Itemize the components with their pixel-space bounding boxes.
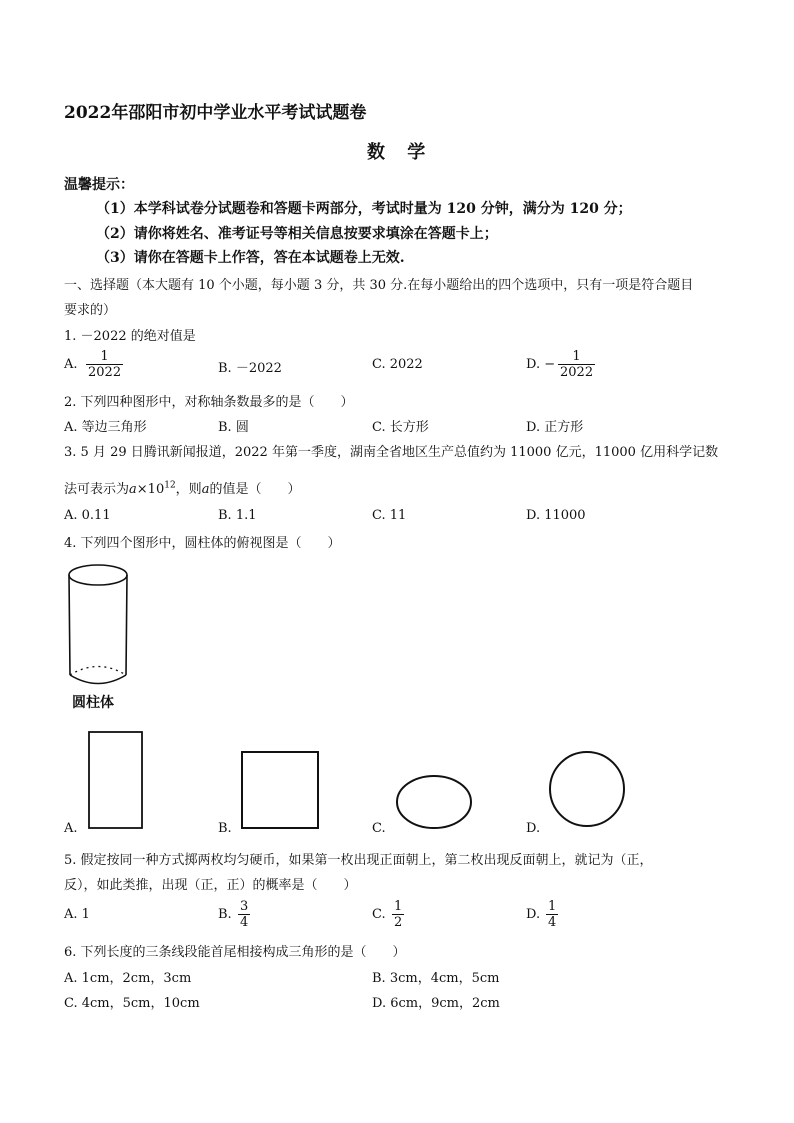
q3-option-b: B. 1.1 [218, 508, 257, 523]
q3-times-ten: ×10 [136, 482, 165, 497]
q5-option-b-fraction [238, 899, 250, 930]
q4-option-a-rectangle [88, 731, 144, 831]
subject-title: 数 学 [367, 142, 434, 163]
q6-option-b: B. 3cm，4cm，5cm [372, 971, 500, 986]
section-instructions-line2: 要求的） [64, 303, 117, 318]
q5-option-c-label: C. [372, 907, 386, 922]
question-3-line2 [64, 478, 300, 497]
q1-option-a-fraction [86, 349, 123, 380]
tip-item-1: （1）本学科试卷分试题卷和答题卡两部分，考试时量为 120 分钟，满分为 120 分； [96, 201, 632, 217]
q5-option-d-fraction [546, 899, 558, 930]
q1-a-numerator: 1 [100, 349, 109, 364]
q3-line2-prefix: 法可表示为 [64, 482, 130, 497]
question-1-stem: 1. －2022 的绝对值是 [64, 329, 196, 344]
q4-option-b-square [240, 750, 320, 830]
page-title: 2022年邵阳市初中学业水平考试试题卷 [64, 103, 367, 123]
q2-option-b: B. 圆 [218, 420, 249, 435]
q5-option-d-label: D. [526, 907, 541, 922]
q2-option-c: C. 长方形 [372, 420, 429, 435]
question-6-stem: 6. 下列长度的三条线段能首尾相接构成三角形的是（ ） [64, 945, 406, 960]
q2-option-d: D. 正方形 [526, 420, 584, 435]
tip-item-2: （2）请你将姓名、准考证号等相关信息按要求填涂在答题卡上； [96, 226, 498, 242]
q4-option-c-label: C. [372, 821, 386, 836]
q1-option-a-label: A. [64, 357, 78, 372]
q2-option-a: A. 等边三角形 [64, 420, 147, 435]
q3-option-d: D. 11000 [526, 508, 586, 523]
q3-exponent: 12 [164, 480, 176, 491]
q5-c-numerator: 1 [394, 899, 403, 914]
q1-option-c: C. 2022 [372, 357, 423, 372]
q5-option-b-label: B. [218, 907, 232, 922]
question-3-line1: 3. 5 月 29 日腾讯新闻报道，2022 年第一季度，湖南全省地区生产总值约为 11000 亿元，11000 亿用科学记数 [64, 445, 719, 460]
question-4-stem: 4. 下列四个图形中，圆柱体的俯视图是（ ） [64, 536, 341, 551]
q1-a-denominator: 2022 [88, 365, 122, 380]
q1-option-b: B. －2022 [218, 361, 282, 376]
q1-option-d-label: D. − [526, 357, 556, 372]
cylinder-figure [64, 560, 134, 690]
q6-option-d: D. 6cm，9cm，2cm [372, 996, 500, 1011]
q4-option-b-label: B. [218, 821, 232, 836]
q3-variable-a: a [129, 482, 137, 497]
q6-option-a: A. 1cm，2cm，3cm [64, 971, 192, 986]
q5-b-numerator: 3 [240, 899, 249, 914]
q5-b-denominator: 4 [240, 915, 249, 930]
q5-d-denominator: 4 [548, 915, 557, 930]
q6-option-c: C. 4cm，5cm，10cm [64, 996, 200, 1011]
q5-option-c-fraction [392, 899, 404, 930]
cylinder-label: 圆柱体 [72, 695, 114, 711]
question-2-stem: 2. 下列四种图形中，对称轴条数最多的是（ ） [64, 395, 354, 410]
q3-option-c: C. 11 [372, 508, 407, 523]
q1-option-d-fraction [558, 349, 595, 380]
tip-item-3: （3）请你在答题卡上作答，答在本试题卷上无效. [96, 250, 405, 266]
q3-line2-mid: ，则 [175, 482, 202, 497]
q4-option-d-label: D. [526, 821, 541, 836]
tips-heading: 温馨提示： [64, 177, 134, 193]
q4-option-d-circle [548, 750, 628, 830]
q1-d-numerator: 1 [572, 349, 581, 364]
q3-variable-a-2: a [201, 482, 210, 497]
q1-d-denominator: 2022 [560, 365, 594, 380]
q4-option-a-label: A. [64, 821, 78, 836]
q4-option-c-ellipse [394, 775, 474, 831]
q3-option-a: A. 0.11 [64, 508, 111, 523]
question-5-line1: 5. 假定按同一种方式掷两枚均匀硬币，如果第一枚出现正面朝上，第二枚出现反面朝上，就记为（正， [64, 853, 653, 868]
section-instructions-line1: 一、选择题（本大题有 10 个小题，每小题 3 分，共 30 分.在每小题给出的四个选项中，只有一项是符合题目 [64, 278, 694, 293]
question-5-line2: 反），如此类推，出现（正，正）的概率是（ ） [64, 878, 357, 893]
q5-option-a: A. 1 [64, 907, 90, 922]
q3-line2-end: 的值是（ ） [209, 482, 301, 497]
q5-d-numerator: 1 [548, 899, 557, 914]
q5-c-denominator: 2 [394, 915, 403, 930]
